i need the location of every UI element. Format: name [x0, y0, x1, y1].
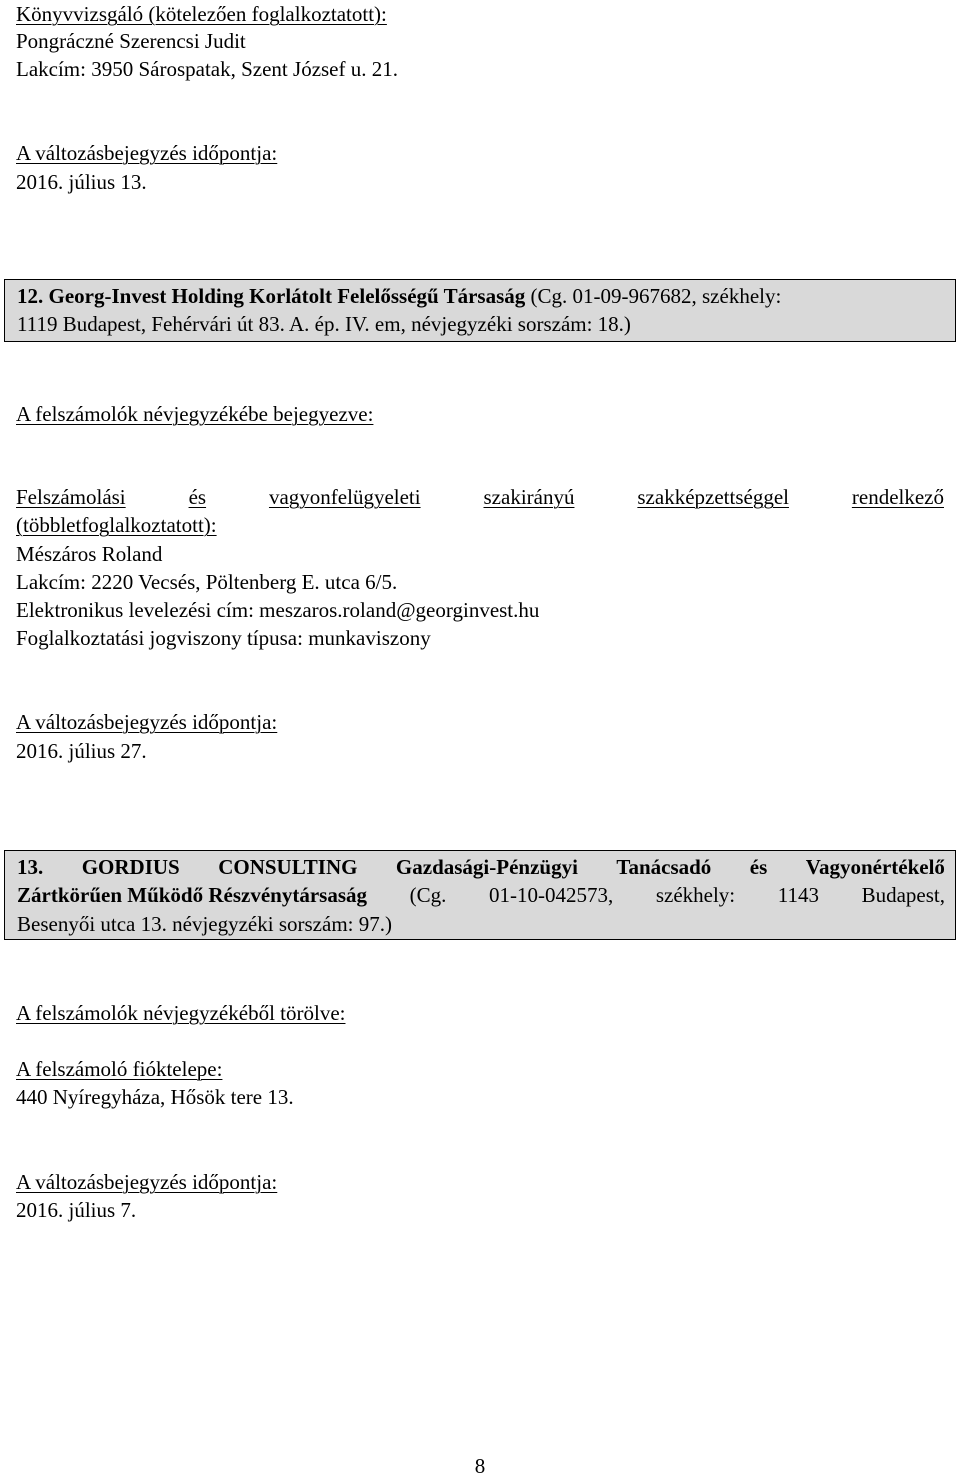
branch-label: A felszámoló fióktelepe:: [16, 1057, 223, 1081]
change-date-3: 2016. július 7.: [16, 1198, 137, 1222]
qualification-word: szakképzettséggel: [637, 485, 789, 509]
entry-13-company-line-2: Zártkörűen Működő Részvénytársaság: [17, 883, 367, 907]
entry-13-detail-word: székhely:: [655, 883, 736, 907]
entry-13-detail-word: 01-10-042573,: [488, 883, 614, 907]
change-date-2: 2016. július 27.: [16, 739, 147, 763]
entry-12-company: Georg-Invest Holding Korlátolt Felelősségű Társaság: [48, 284, 526, 308]
entry-13-word: Tanácsadó: [616, 855, 712, 879]
entry-13-number: 13.: [17, 855, 44, 879]
person-email: Elektronikus levelezési cím: meszaros.roland@georginvest.hu: [16, 598, 540, 622]
entry-12-number: 12.: [17, 284, 44, 308]
qualification-cont: (többletfoglalkoztatott):: [16, 513, 217, 537]
entry-12-details-2: 1119 Budapest, Fehérvári út 83. A. ép. IV. em, névjegyzéki sorszám: 18.): [17, 312, 631, 336]
deleted-heading: A felszámolók névjegyzékéből törölve:: [16, 1001, 346, 1025]
entry-13-word: Gazdasági-Pénzügyi: [395, 855, 578, 879]
entry-13-word: GORDIUS: [81, 855, 180, 879]
person-name: Mészáros Roland: [16, 542, 163, 566]
entry-13-detail-word: 1143: [777, 883, 819, 907]
auditor-label: Könyvvizsgáló (kötelezően foglalkoztatott):: [16, 2, 387, 26]
qualification-word: és: [188, 485, 207, 509]
page-number: 8: [474, 1454, 486, 1478]
entry-13-word: Vagyonértékelő: [805, 855, 945, 879]
entry-13-detail-word: Budapest,: [861, 883, 945, 907]
change-label-1: A változásbejegyzés időpontja:: [16, 141, 278, 165]
branch-address: 440 Nyíregyháza, Hősök tere 13.: [16, 1085, 294, 1109]
registered-heading: A felszámolók névjegyzékébe bejegyezve:: [16, 402, 374, 426]
qualification-word: vagyonfelügyeleti: [268, 485, 421, 509]
auditor-name: Pongráczné Szerencsi Judit: [16, 29, 246, 53]
change-label-3: A változásbejegyzés időpontja:: [16, 1170, 278, 1194]
change-label-2: A változásbejegyzés időpontja:: [16, 710, 278, 734]
entry-13-word: és: [749, 855, 768, 879]
entry-13-word: CONSULTING: [218, 855, 358, 879]
qualification-word: Felszámolási: [16, 485, 126, 509]
auditor-address: Lakcím: 3950 Sárospatak, Szent József u. 21.: [16, 57, 398, 81]
entry-12-details-1: (Cg. 01-09-967682, székhely:: [530, 284, 782, 308]
entry-13-box: [4, 850, 956, 940]
entry-13-title-line: [17, 853, 945, 881]
entry-13-line-2: [17, 881, 945, 909]
entry-12-title: [17, 282, 781, 310]
entry-13-detail-word: (Cg.: [409, 883, 447, 907]
qualification-line: [16, 483, 944, 511]
qualification-word: rendelkező: [851, 485, 944, 509]
entry-12-box: [4, 279, 956, 342]
change-date-1: 2016. július 13.: [16, 170, 147, 194]
person-address: Lakcím: 2220 Vecsés, Pöltenberg E. utca 6/5.: [16, 570, 398, 594]
qualification-word: szakirányú: [483, 485, 575, 509]
entry-13-details-3: Besenyői utca 13. névjegyzéki sorszám: 97.): [17, 912, 392, 936]
employment-type: Foglalkoztatási jogviszony típusa: munkaviszony: [16, 626, 431, 650]
